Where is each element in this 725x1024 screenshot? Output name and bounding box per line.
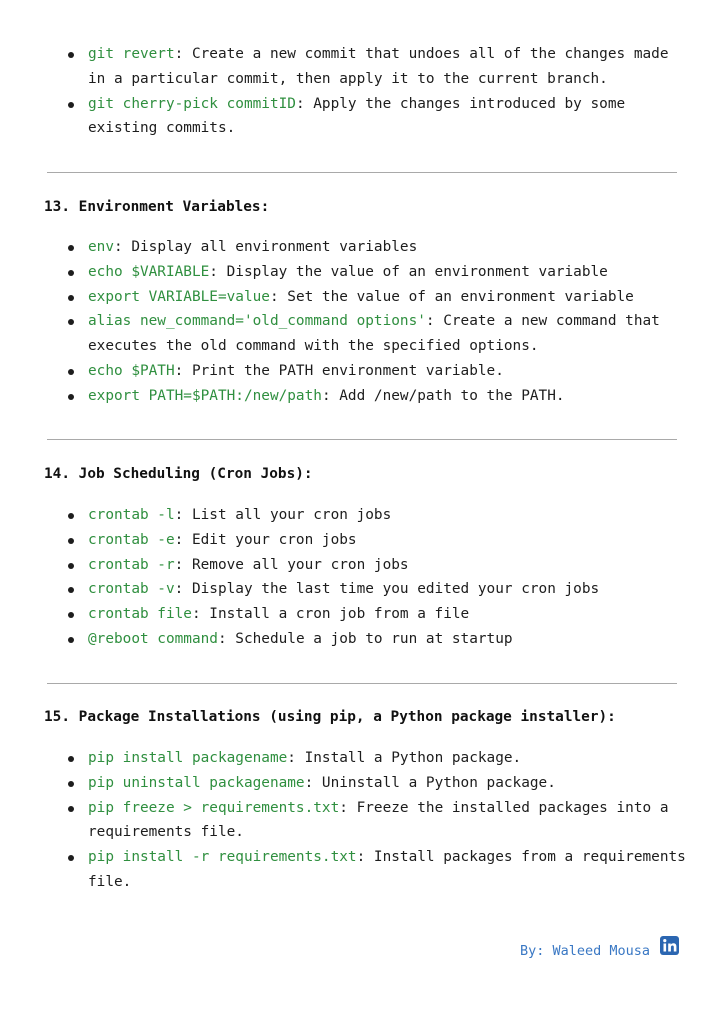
linkedin-icon[interactable] [660, 936, 679, 955]
bullet [68, 394, 74, 400]
author-byline: By: Waleed Mousa [520, 943, 651, 959]
description-text: : Add /new/path to the PATH. [321, 387, 565, 404]
description-text: : Uninstall a Python package. [304, 774, 556, 791]
section-heading-environment-variables: 13. Environment Variables: [44, 199, 270, 215]
list-item [68, 384, 688, 409]
bullet [68, 319, 74, 325]
list-item [68, 503, 688, 528]
bullet [68, 781, 74, 787]
description-text: : Display the last time you edited your cron jobs [174, 581, 600, 598]
description-text: : Edit your cron jobs [174, 531, 357, 548]
command-text: crontab -e [88, 531, 175, 548]
command-text: pip uninstall packagename [88, 774, 305, 791]
section-heading-job-scheduling: 14. Job Scheduling (Cron Jobs): [44, 466, 313, 482]
list-item [68, 285, 688, 310]
command-text: echo $PATH [88, 362, 175, 379]
list-item [68, 42, 688, 92]
description-text: : Freeze the installed packages into a requirements file. [88, 799, 669, 841]
list-item [68, 602, 688, 627]
list-item [68, 92, 688, 142]
command-text: export PATH=$PATH:/new/path [88, 387, 322, 404]
bullet [68, 612, 74, 618]
description-text: : Install a cron job from a file [191, 606, 470, 623]
bullet [68, 102, 74, 108]
bullet [68, 756, 74, 762]
command-text: git revert [88, 46, 175, 62]
bullet [68, 587, 74, 593]
command-text: crontab -v [88, 581, 175, 598]
command-text: crontab -l [88, 507, 175, 523]
list-item [68, 627, 688, 652]
list-item [68, 553, 688, 578]
list-item [68, 845, 688, 895]
description-text: : Display all environment variables [114, 239, 418, 255]
command-text: pip install -r requirements.txt [88, 849, 357, 866]
command-text: env [88, 239, 114, 255]
description-text: : Install a Python package. [287, 750, 522, 766]
bullet [68, 538, 74, 544]
bullet [68, 637, 74, 643]
section-divider [47, 683, 677, 684]
bullet [68, 270, 74, 276]
bullet [68, 52, 74, 58]
command-text: crontab -r [88, 556, 175, 573]
pip-commands-list [68, 746, 688, 895]
command-text: alias new_command='old_command options' [88, 313, 426, 330]
list-item [68, 260, 688, 285]
description-text: : Remove all your cron jobs [174, 556, 409, 573]
bullet [68, 245, 74, 251]
list-item [68, 528, 688, 553]
bullet [68, 295, 74, 301]
cron-jobs-list [68, 503, 688, 652]
command-text: export VARIABLE=value [88, 288, 270, 305]
command-text: echo $VARIABLE [88, 263, 210, 280]
description-text: : Apply the changes introduced by some existing commits. [88, 95, 626, 137]
bullet [68, 563, 74, 569]
list-item [68, 771, 688, 796]
description-text: : Print the PATH environment variable. [174, 362, 504, 379]
bullet [68, 806, 74, 812]
description-text: : Display the value of an environment variable [209, 263, 608, 280]
list-item [68, 309, 688, 359]
command-text: pip install packagename [88, 750, 288, 766]
section-heading-package-installations: 15. Package Installations (using pip, a Python package installer): [44, 709, 616, 725]
command-text: @reboot command [88, 630, 218, 647]
command-text: git cherry-pick commitID [88, 95, 296, 112]
description-text: : Create a new commit that undoes all of the changes made in a particular commit, then apply it to the current branch. [88, 46, 669, 87]
command-text: crontab file [88, 606, 192, 623]
bullet [68, 513, 74, 519]
description-text: : Set the value of an environment variable [269, 288, 634, 305]
environment-variables-list [68, 235, 688, 409]
list-item [68, 746, 688, 771]
list-item [68, 235, 688, 260]
git-command-list [68, 42, 688, 141]
list-item [68, 577, 688, 602]
list-item [68, 796, 688, 846]
section-divider [47, 439, 677, 440]
description-text: : Create a new command that executes the old command with the specified options. [88, 313, 660, 355]
description-text: : List all your cron jobs [174, 507, 392, 523]
bullet [68, 369, 74, 375]
bullet [68, 855, 74, 861]
description-text: : Schedule a job to run at startup [217, 630, 513, 647]
command-text: pip freeze > requirements.txt [88, 799, 340, 816]
section-divider [47, 172, 677, 173]
description-text: : Install packages from a requirements file. [88, 849, 686, 890]
list-item [68, 359, 688, 384]
